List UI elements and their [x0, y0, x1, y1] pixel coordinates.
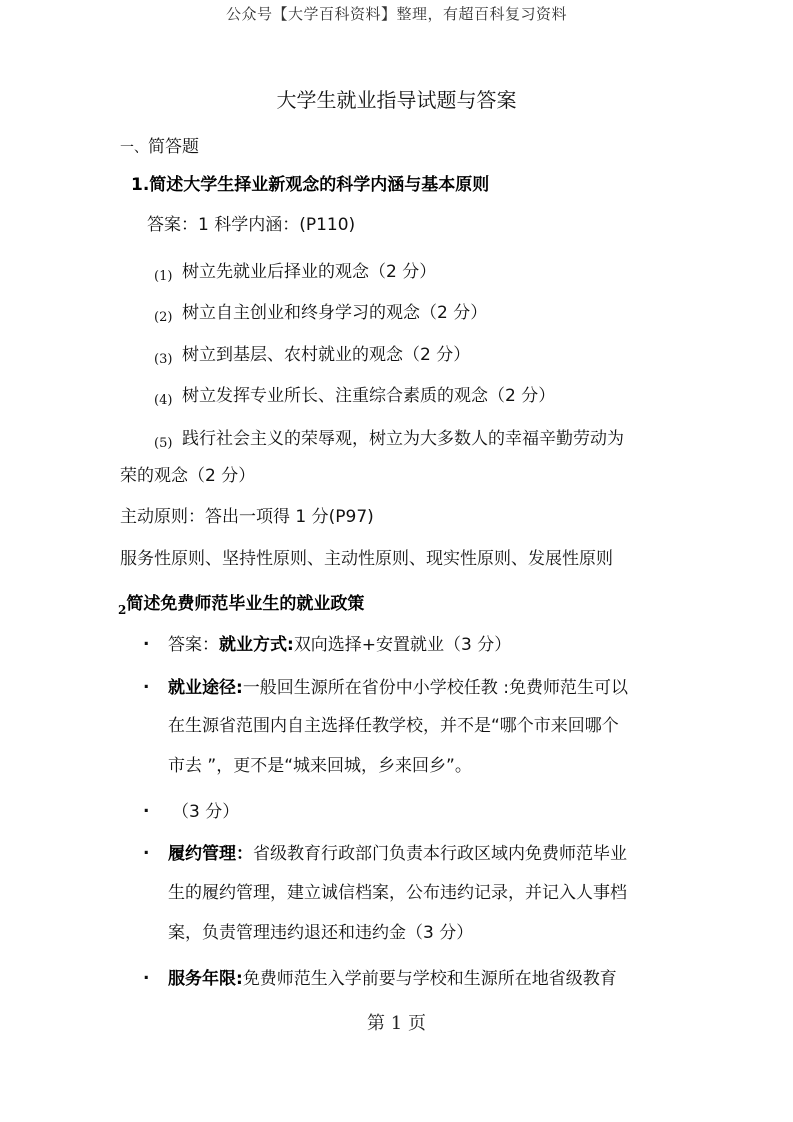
principle-line: 主动原则：答出一项得 1 分(P97): [120, 507, 374, 527]
header-note: 公众号【大学百科资料】整理，有超百科复习资料: [225, 5, 567, 23]
bullet-label: 服务年限:: [168, 969, 243, 989]
bullet-marker: .: [143, 839, 150, 859]
policy-bullet-line: [168, 839, 627, 864]
item-index: (4): [154, 393, 173, 408]
answer-item: [154, 381, 555, 406]
policy-bullet-line: （3 分）: [172, 802, 240, 822]
bullet-text: 双向选择+安置就业（3 分）: [293, 635, 512, 655]
policy-bullet-line: 生的履约管理，建立诚信档案，公布违约记录，并记入人事档: [168, 883, 627, 903]
answer-item: [154, 340, 470, 365]
policy-bullet-line: 案，负责管理违约退还和违约金（3 分）: [168, 923, 474, 943]
bullet-text: 免费师范生入学前要与学校和生源所在地省级教育: [242, 969, 617, 989]
item-text: 践行社会主义的荣辱观，树立为大多数人的幸福辛勤劳动为: [182, 429, 624, 449]
item-text: 树立发挥专业所长、注重综合素质的观念（2 分）: [182, 386, 556, 406]
question-1-answer-intro: 答案：1 科学内涵：(P110): [147, 215, 356, 235]
page-number: 第 1 页: [367, 1013, 426, 1034]
answer-item-continuation: 荣的观念（2 分）: [120, 466, 256, 486]
item-index: (2): [154, 310, 173, 325]
item-index: (3): [154, 352, 173, 367]
bullet-prefix: 答案：: [168, 635, 219, 655]
bullet-text: 省级教育行政部门负责本行政区域内免费师范毕业: [253, 844, 627, 864]
question-2-title: [118, 589, 365, 617]
policy-bullet-line: 市去 ”，更不是“城来回城，乡来回乡”。: [168, 756, 472, 776]
answer-item: [154, 298, 487, 323]
question-2-title-text: 简述免费师范毕业生的就业政策: [126, 594, 365, 614]
bullet-marker: .: [143, 673, 150, 693]
bullet-marker: .: [143, 964, 150, 984]
item-index: (1): [154, 269, 173, 284]
item-text: 树立先就业后择业的观念（2 分）: [182, 262, 437, 282]
principle-list: 服务性原则、坚持性原则、主动性原则、现实性原则、发展性原则: [120, 549, 613, 569]
policy-bullet-line: 在生源省范围内自主选择任教学校，并不是“哪个市来回哪个: [168, 716, 619, 736]
question-1-title: 1.简述大学生择业新观念的科学内涵与基本原则: [131, 175, 490, 195]
bullet-label: 就业途径:: [168, 678, 243, 698]
answer-item: [154, 424, 624, 449]
bullet-marker: .: [143, 630, 150, 650]
section-label: 简答题: [148, 137, 199, 157]
item-text: 树立到基层、农村就业的观念（2 分）: [182, 345, 471, 365]
question-2-number: 2: [118, 603, 127, 617]
section-number: 一、: [120, 140, 148, 156]
policy-bullet-line: [168, 673, 628, 698]
item-text: 树立自主创业和终身学习的观念（2 分）: [182, 303, 488, 323]
answer-item: [154, 257, 436, 282]
bullet-label: 就业方式:: [219, 635, 294, 655]
policy-bullet-line: [168, 630, 511, 655]
item-index: (5): [154, 436, 173, 451]
bullet-marker: .: [143, 797, 150, 817]
document-title: 大学生就业指导试题与答案: [276, 88, 517, 112]
section-heading: [120, 132, 199, 157]
policy-bullet-line: [168, 964, 617, 989]
bullet-text: 一般回生源所在省份中小学校任教 :免费师范生可以: [242, 678, 628, 698]
bullet-label: 履约管理：: [168, 844, 253, 864]
